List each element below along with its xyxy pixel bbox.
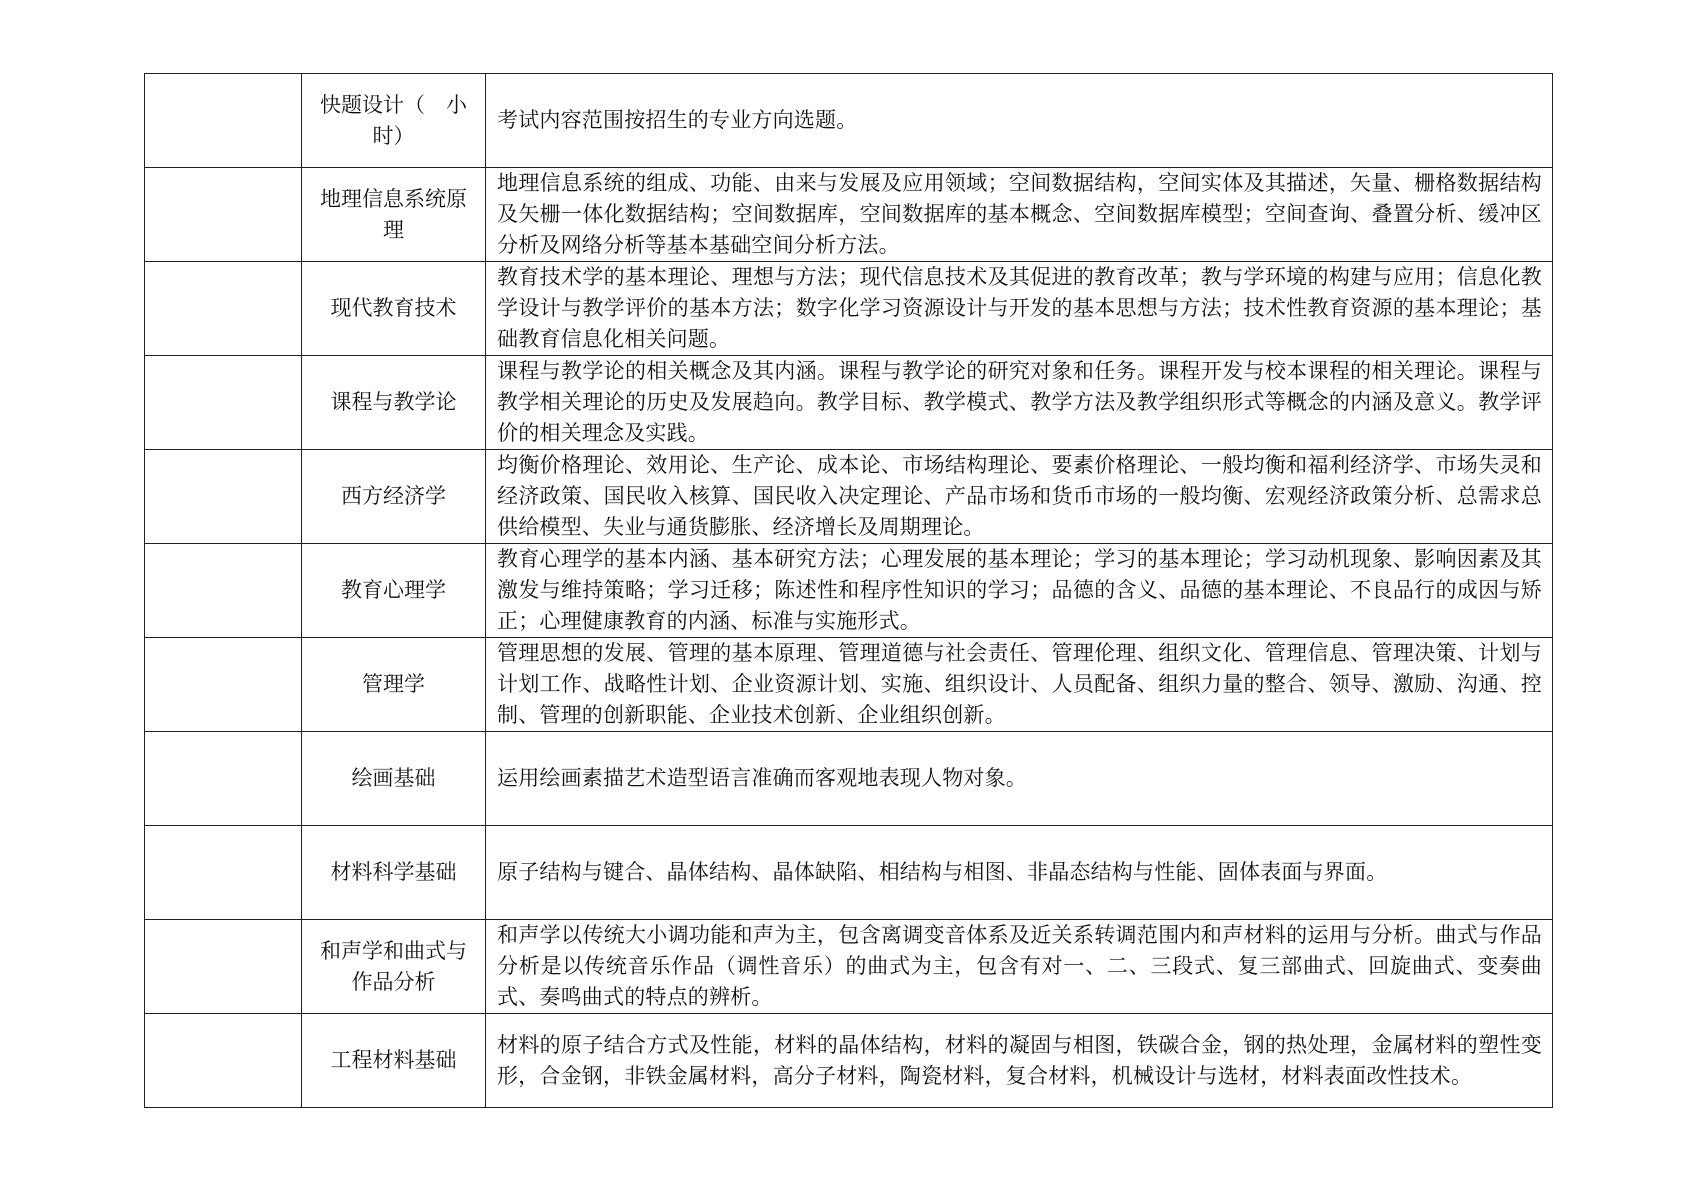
content-cell: 课程与教学论的相关概念及其内涵。课程与教学论的研究对象和任务。课程开发与校本课程的相关理论。课程与教学相关理论的历史及发展趋向。教学目标、教学模式、教学方法及教学组织形式等概念的内涵及意义。教学评价的相关理念及实践。 bbox=[486, 356, 1553, 450]
blank-cell bbox=[145, 74, 302, 168]
subject-label: 材料科学基础 bbox=[330, 860, 457, 884]
subject-cell bbox=[302, 356, 486, 450]
blank-cell bbox=[145, 920, 302, 1014]
table-row bbox=[145, 638, 1553, 732]
blank-cell bbox=[145, 262, 302, 356]
subject-label: 绘画基础 bbox=[351, 766, 436, 790]
subject-cell bbox=[302, 1014, 486, 1108]
subject-cell bbox=[302, 826, 486, 920]
content-cell: 教育技术学的基本理论、理想与方法；现代信息技术及其促进的教育改革；教与学环境的构建与应用；信息化教学设计与教学评价的基本方法；数字化学习资源设计与开发的基本思想与方法；技术性教育资源的基本理论；基础教育信息化相关问题。 bbox=[486, 262, 1553, 356]
table-row bbox=[145, 826, 1553, 920]
content-cell: 地理信息系统的组成、功能、由来与发展及应用领域；空间数据结构，空间实体及其描述，矢量、栅格数据结构及矢栅一体化数据结构；空间数据库，空间数据库的基本概念、空间数据库模型；空间查询、叠置分析、缓冲区分析及网络分析等基本基础空间分析方法。 bbox=[486, 168, 1553, 262]
table-row bbox=[145, 920, 1553, 1014]
table-row bbox=[145, 732, 1553, 826]
table-row bbox=[145, 450, 1553, 544]
subject-cell bbox=[302, 920, 486, 1014]
content-cell: 和声学以传统大小调功能和声为主，包含离调变音体系及近关系转调范围内和声材料的运用与分析。曲式与作品分析是以传统音乐作品（调性音乐）的曲式为主，包含有对一、二、三段式、复三部曲式、回旋曲式、变奏曲式、奏鸣曲式的特点的辨析。 bbox=[486, 920, 1553, 1014]
subject-cell bbox=[302, 262, 486, 356]
subject-cell bbox=[302, 450, 486, 544]
table-row bbox=[145, 262, 1553, 356]
blank-cell bbox=[145, 168, 302, 262]
table-row bbox=[145, 168, 1553, 262]
blank-cell bbox=[145, 544, 302, 638]
content-cell: 均衡价格理论、效用论、生产论、成本论、市场结构理论、要素价格理论、一般均衡和福利经济学、市场失灵和经济政策、国民收入核算、国民收入决定理论、产品市场和货币市场的一般均衡、宏观经济政策分析、总需求总供给模型、失业与通货膨胀、经济增长及周期理论。 bbox=[486, 450, 1553, 544]
subject-label: 现代教育技术 bbox=[330, 296, 457, 320]
subject-label: 教育心理学 bbox=[341, 578, 446, 602]
subject-cell bbox=[302, 74, 486, 168]
content-cell: 原子结构与键合、晶体结构、晶体缺陷、相结构与相图、非晶态结构与性能、固体表面与界面。 bbox=[486, 826, 1553, 920]
blank-cell bbox=[145, 732, 302, 826]
blank-cell bbox=[145, 450, 302, 544]
table-row bbox=[145, 544, 1553, 638]
blank-cell bbox=[145, 356, 302, 450]
subject-label: 快题设计（ 小时） bbox=[320, 92, 467, 148]
table-row bbox=[145, 74, 1553, 168]
blank-cell bbox=[145, 638, 302, 732]
content-cell: 考试内容范围按招生的专业方向选题。 bbox=[486, 74, 1553, 168]
content-cell: 运用绘画素描艺术造型语言准确而客观地表现人物对象。 bbox=[486, 732, 1553, 826]
subject-cell bbox=[302, 168, 486, 262]
subject-cell bbox=[302, 544, 486, 638]
content-cell: 管理思想的发展、管理的基本原理、管理道德与社会责任、管理伦理、组织文化、管理信息、管理决策、计划与计划工作、战略性计划、企业资源计划、实施、组织设计、人员配备、组织力量的整合、领导、激励、沟通、控制、管理的创新职能、企业技术创新、企业组织创新。 bbox=[486, 638, 1553, 732]
content-cell: 教育心理学的基本内涵、基本研究方法；心理发展的基本理论；学习的基本理论；学习动机现象、影响因素及其激发与维持策略；学习迁移；陈述性和程序性知识的学习；品德的含义、品德的基本理论、不良品行的成因与矫正；心理健康教育的内涵、标准与实施形式。 bbox=[486, 544, 1553, 638]
table-row bbox=[145, 356, 1553, 450]
subject-label: 管理学 bbox=[362, 672, 425, 696]
subject-cell bbox=[302, 638, 486, 732]
blank-cell bbox=[145, 826, 302, 920]
subject-label: 地理信息系统原理 bbox=[320, 186, 467, 242]
subject-label: 西方经济学 bbox=[341, 484, 446, 508]
content-cell: 材料的原子结合方式及性能，材料的晶体结构，材料的凝固与相图，铁碳合金，钢的热处理，金属材料的塑性变形，合金钢，非铁金属材料，高分子材料，陶瓷材料，复合材料，机械设计与选材，材料表面改性技术。 bbox=[486, 1014, 1553, 1108]
syllabus-table bbox=[144, 73, 1553, 1108]
subject-cell bbox=[302, 732, 486, 826]
subject-label: 工程材料基础 bbox=[330, 1048, 457, 1072]
subject-label: 课程与教学论 bbox=[330, 390, 457, 414]
table-row bbox=[145, 1014, 1553, 1108]
blank-cell bbox=[145, 1014, 302, 1108]
subject-label: 和声学和曲式与作品分析 bbox=[320, 938, 467, 994]
